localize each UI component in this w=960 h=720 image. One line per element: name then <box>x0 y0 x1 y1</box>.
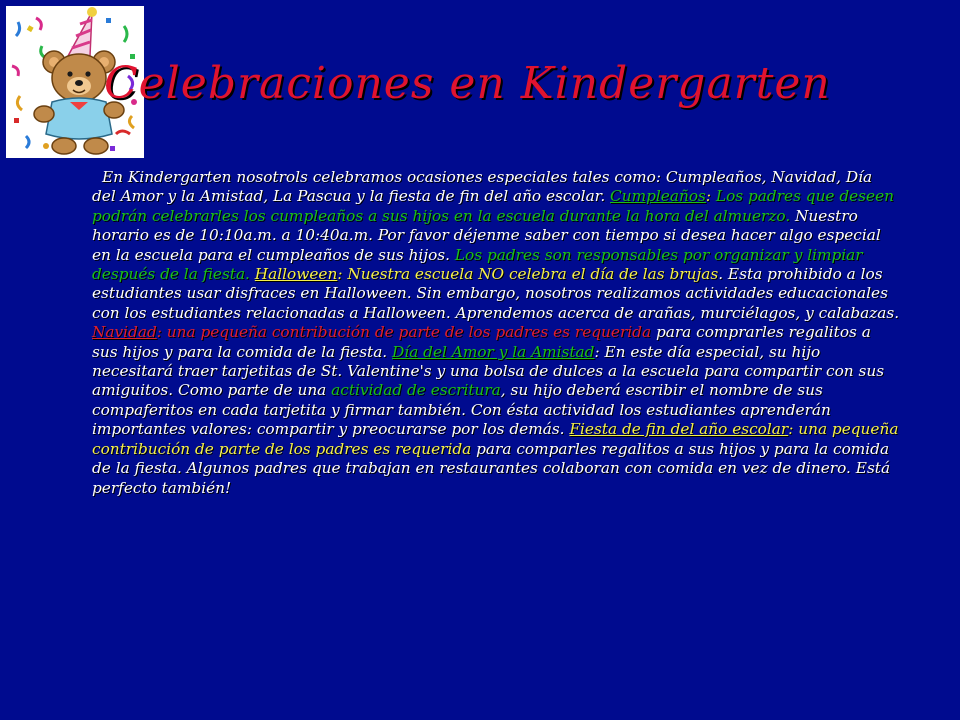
halloween-note: Nuestra escuela NO celebra el día de las brujas <box>347 265 719 284</box>
celebrations-paragraph <box>92 168 900 498</box>
christmas-text: para comprarles regalitos a sus hijos y para la comida de la fiesta. <box>92 323 871 361</box>
writing-activity-note: actividad de escritura <box>331 381 501 400</box>
end-of-year-heading: Fiesta de fin del año escolar <box>569 420 789 439</box>
halloween-text: . Esta prohibido a los estudiantes usar disfraces en Halloween. Sin embargo, nosotros realizamos actividades educacionales con los estudiantes relacionadas a Halloween. Aprendemos acerca de arañas, murciélagos, y calabazas. <box>92 265 900 322</box>
end-of-year-text: para comparles regalitos a sus hijos y para la comida de la fiesta. Algunos padres que trabajan en restaurantes colaboran con comida en vez de dinero. Está perfecto también! <box>92 439 891 497</box>
birthday-colon: : <box>705 187 716 206</box>
birthday-parents-note: Los padres son responsables por organizar y limpiar después de la fiesta. <box>92 245 863 284</box>
christmas-note: : una pequeña contribución de parte de los padres es requerida <box>156 323 652 342</box>
end-of-year-note: : una pequeña contribución de parte de los padres es requerida <box>92 420 899 458</box>
valentine-text-continued: , su hijo deberá escribir el nombre de sus compaferitos en cada tarjetita y firmar también. Con ésta actividad los estudiantes aprenderán importantes valores: compartir y preocurarse por los demás. <box>92 381 831 439</box>
birthday-note: Los padres que deseen podrán celebrarles los cumpleaños a sus hijos en la escuela durante la hora del almuerzo. <box>92 187 894 225</box>
birthday-heading: Cumpleaños <box>610 187 706 206</box>
page-title: Celebraciones en Kindergarten <box>104 58 831 109</box>
halloween-heading: Halloween <box>254 265 338 284</box>
halloween-colon: : <box>337 265 348 284</box>
valentine-heading: Día del Amor y la Amistad <box>392 342 595 361</box>
christmas-heading: Navidad <box>92 323 157 342</box>
intro-text: En Kindergarten nosotrols celebramos ocasiones especiales tales como: Cumpleaños, Navidad, Día del Amor y la Amistad, La Pascua y la fiesta de fin del año escolar. <box>92 168 873 206</box>
valentine-text: : En este día especial, su hijo necesitará traer tarjetitas de St. Valentine's y una bolsa de dulces a la escuela para compartir con sus amiguitos. Como parte de una <box>92 342 885 400</box>
birthday-schedule: Nuestro horario es de 10:10a.m. a 10:40a.m. Por favor déjenme saber con tiempo si desea hacer algo especial en la escuela para el cumpleaños de sus hijos. <box>92 206 881 264</box>
